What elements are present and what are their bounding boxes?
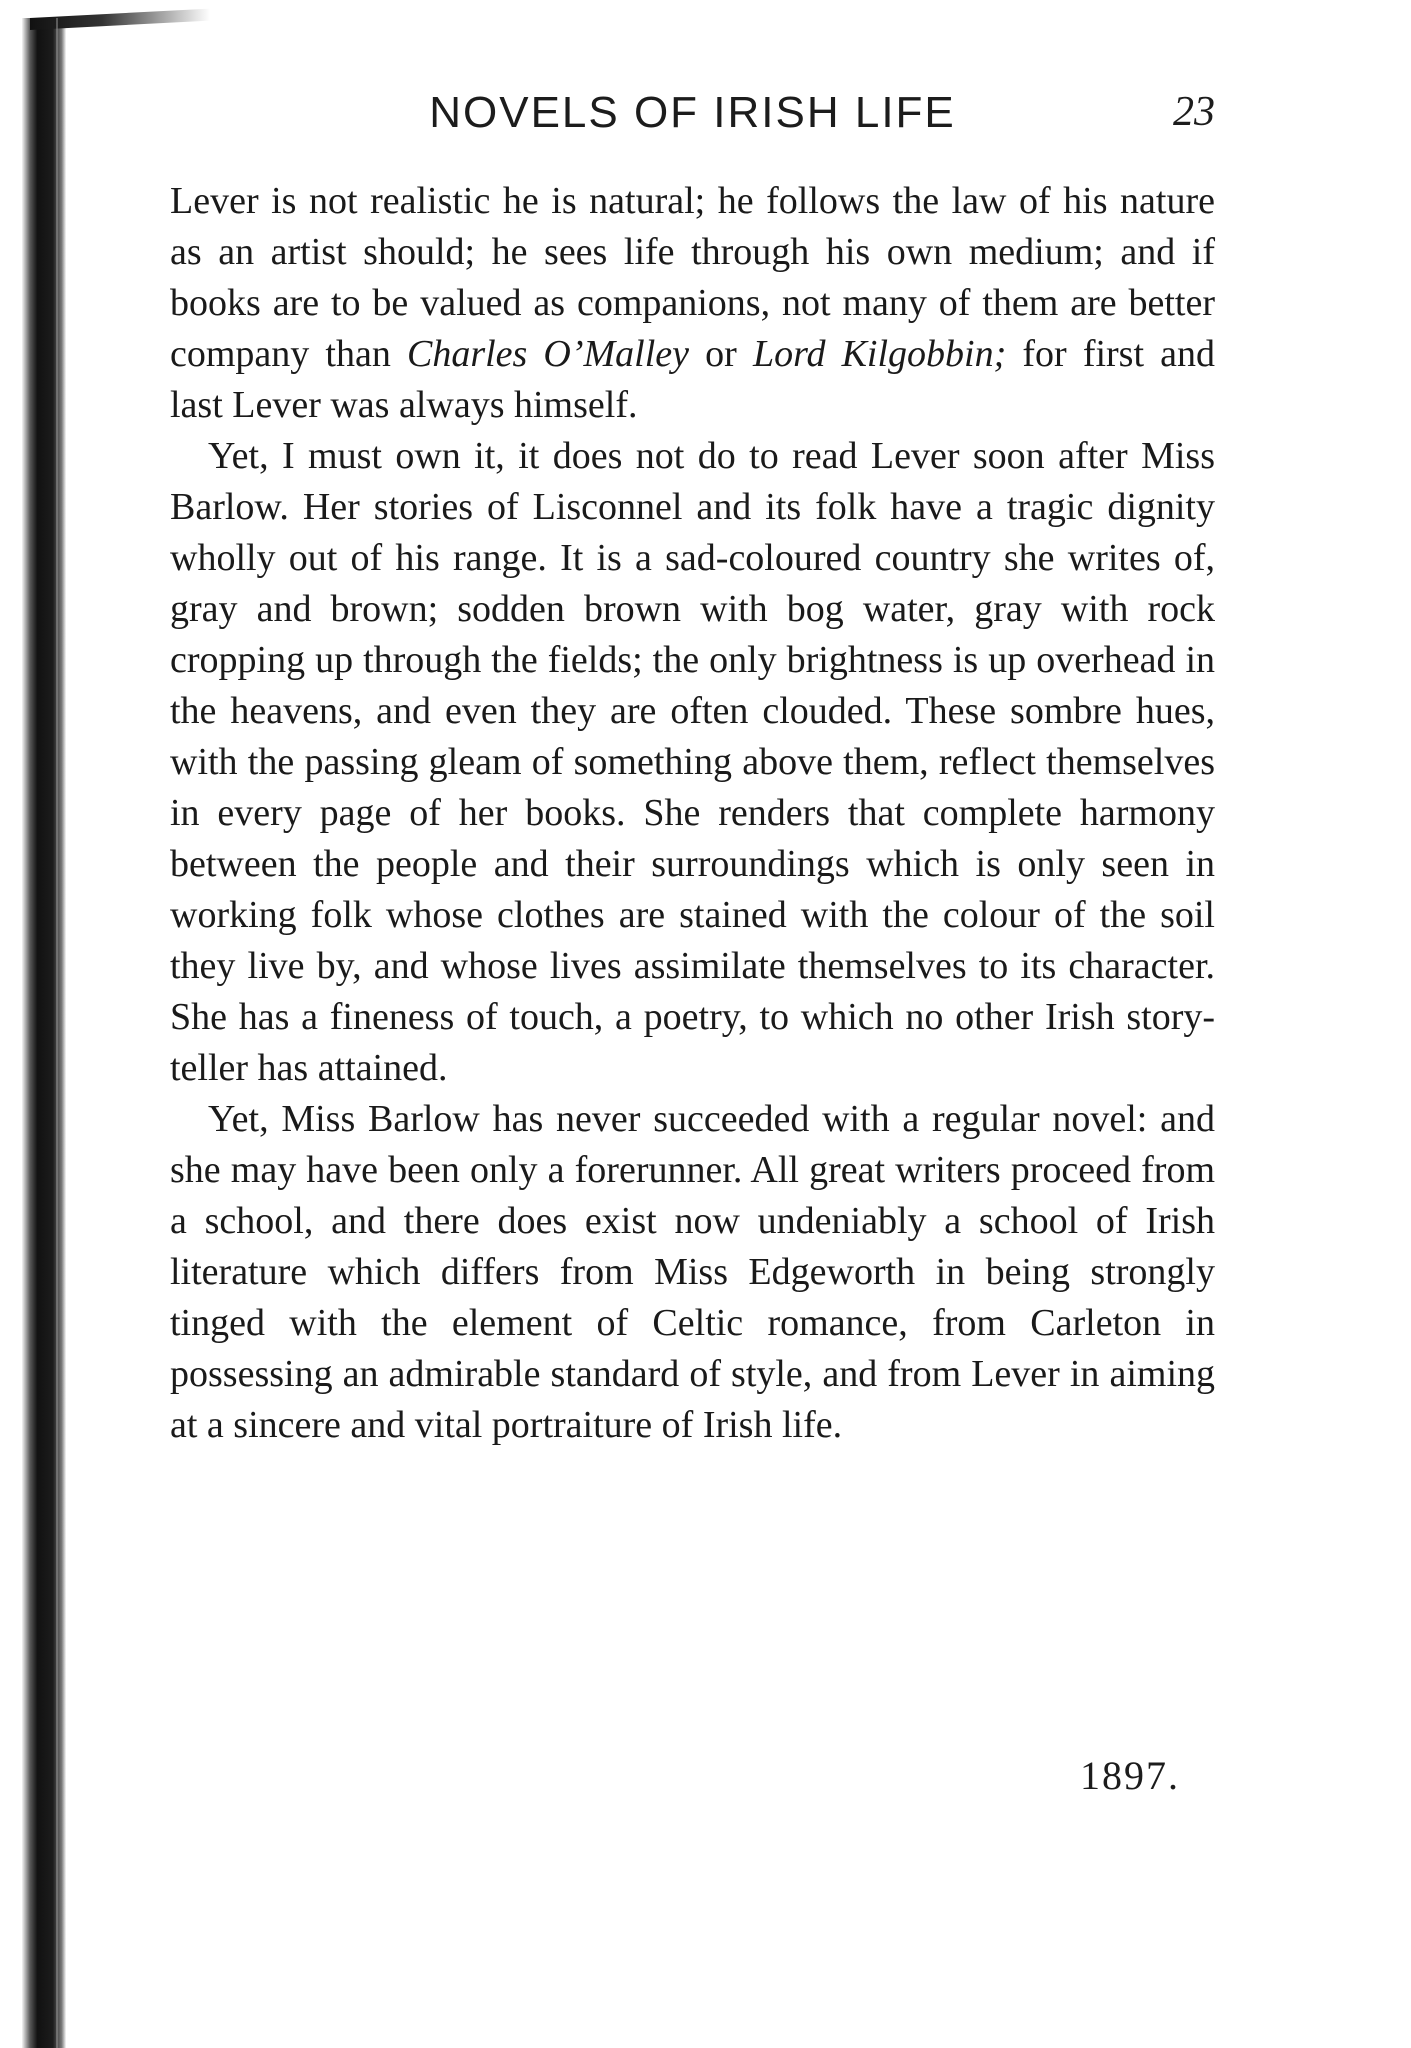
book-title-charles-omalley: Charles O’Malley bbox=[406, 333, 690, 375]
book-title-lord-kilgobbin: Lord Kilgobbin; bbox=[752, 333, 1007, 375]
paragraph-1-text-b: or bbox=[689, 333, 753, 375]
paragraph-1 bbox=[170, 176, 1215, 431]
paragraph-1-text-a: Lever is not realistic he is natural; he follows the law of his nature as an artist should; he sees life through his own medium; and if books are to be valued as companions, not many of them are better company than bbox=[170, 180, 1215, 375]
paragraph-3: Yet, Miss Barlow has never succeeded with a regular novel: and she may have been only a forerunner. All great writers proceed from a school, and there does exist now undeniably a school of Irish literature which differs from Miss Edgeworth in being strongly tinged with the element of Celtic romance, from Carleton in possessing an admirable standard of style, and from Lever in aiming at a sincere and vital portraiture of Irish life. bbox=[170, 1098, 1215, 1446]
page-header bbox=[170, 88, 1215, 148]
page-number: 23 bbox=[1173, 89, 1215, 135]
body-text bbox=[170, 176, 1215, 1451]
book-binding-edge bbox=[22, 18, 66, 2048]
dateline: 1897. bbox=[1080, 1753, 1180, 1798]
paragraph-1-text-c: for first and last Lever was always himself. bbox=[170, 333, 1216, 426]
running-title: NOVELS OF IRISH LIFE bbox=[429, 88, 956, 137]
paragraph-2: Yet, I must own it, it does not do to read Lever soon after Miss Barlow. Her stories of Lisconnel and its folk have a tragic dignity wholly out of his range. It is a sad-coloured country she writes of, gray and brown; sodden brown with bog water, gray with rock cropping up through the fields; the only brightness is up overhead in the heavens, and even they are often clouded. These sombre hues, with the passing gleam of something above them, reflect themselves in every page of her books. She renders that complete harmony between the people and their surroundings which is only seen in working folk whose clothes are stained with the colour of the soil they live by, and whose lives assimilate themselves to its character. She has a fineness of touch, a poetry, to which no other Irish story-teller has attained. bbox=[170, 435, 1215, 1089]
